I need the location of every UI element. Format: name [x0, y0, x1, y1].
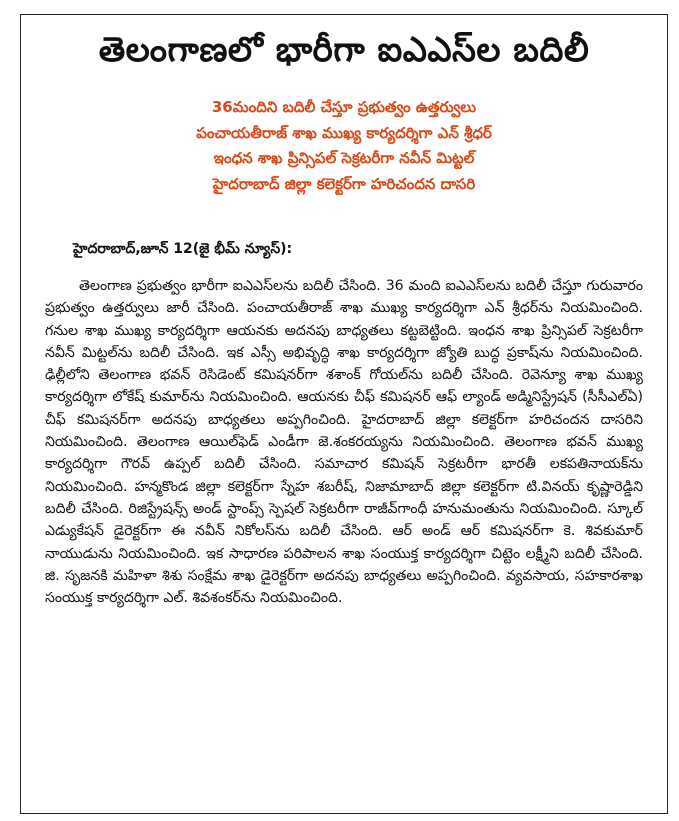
- subheadline-group: [21, 95, 667, 197]
- headline: తెలంగాణలో భారీగా ఐఎఎస్‌ల బదిలీ: [98, 30, 590, 70]
- subheadline: హైదరాబాద్ జిల్లా కలెక్టర్‌గా హరిచందన దాసరి: [212, 174, 476, 193]
- news-clipping: [20, 14, 668, 814]
- dateline: హైదరాబాద్,జూన్ 12(జై భీమ్ న్యూస్):: [73, 241, 293, 257]
- subheadline: 36మందిని బదిలీ చేస్తూ ప్రభుత్వం ఉత్తర్వులు: [211, 98, 477, 116]
- subheadline: పంచాయతీరాజ్ శాఖ ముఖ్య కార్యదర్శిగా ఎన్ శ్రీధర్: [196, 123, 492, 142]
- subheadline: ఇంధన శాఖ ప్రిన్సిపల్ సెక్రటరీగా నవీన్ మిట్టల్: [213, 149, 475, 167]
- article-body: తెలంగాణ ప్రభుత్వం భారీగా ఐఎఎస్‌లను బదిలీ చేసింది. 36 మంది ఐఎఎస్‌లను బదిలీ చేస్తూ గురువారం ప్రభుత్వం ఉత్తర్వులు జారీ చేసింది. పంచాయతీరాజ్ శాఖ ముఖ్య కార్యదర్శిగా ఎన్ శ్రీధర్‌ను నియమించింది. గనుల శాఖ ముఖ్య కార్యదర్శిగా ఆయనకు అదనపు బాధ్యతలు కట్టబెట్టింది. ఇంధన శాఖ ప్రిన్సిపల్ సెక్రటరీగా నవీన్ మిట్టల్‌ను బదిలీ చేసింది. ఇక ఎస్సీ అభివృద్ధి శాఖ కార్యదర్శిగా జ్యోతి బుద్ధ ప్రకాష్‌ను నియమించింది. ఢిల్లీలోని తెలంగాణ భవన్ రెసిడెంట్ కమిషనర్‌గా శశాంక్ గోయల్‌ను బదిలీ చేసింది. రెవెన్యూ శాఖ ముఖ్య కార్యదర్శిగా లోకేష్ కుమార్‌ను నియమించింది. ఆయనకు చీఫ్ కమిషనర్ ఆఫ్ ల్యాండ్ అడ్మినిస్ట్రేషన్ (సీసీఎల్ఏ) చీఫ్ కమిషనర్‌గా అదనపు బాధ్యతలు అప్పగించింది. హైదరాబాద్ జిల్లా కలెక్టర్‌గా హరిచందన దాసరిని నియమించింది. తెలంగాణ ఆయిల్‌ఫెడ్ ఎండీగా జె.శంకరయ్యను నియమించింది. తెలంగాణ భవన్ ముఖ్య కార్యదర్శిగా గౌరవ్ ఉప్పల్ బదిలీ చేసింది. సమాచార కమిషన్ సెక్రటరీగా భారతీ లకపతినాయక్‌ను నియమించింది. హన్మకొండ జిల్లా కలెక్టర్‌గా స్నేహ శబరీష్, నిజామాబాద్ జిల్లా కలెక్టర్‌గా టి.వినయ్ కృష్ణారెడ్డిని బదిలీ చేసింది. రిజిస్ట్రేషన్స్ అండ్ స్టాంప్స్ స్పెషల్ సెక్రటరీగా రాజీవ్‌గాంధీ హనుమంతును నియమించింది. స్కూల్ ఎడ్యుకేషన్ డైరెక్టర్‌గా ఈ నవీన్ నికోలస్‌ను బదిలీ చేసింది. ఆర్ అండ్ ఆర్ కమిషనర్‌గా కె. శివకుమార్ నాయుడును నియమించింది. ఇక సాధారణ పరిపాలన శాఖ సంయుక్త కార్యదర్శిగా చిట్టెం లక్ష్మీని బదిలీ చేసింది. జి. సృజనకి మహిళా శిశు సంక్షేమ శాఖ డైరెక్టర్‌గా అదనపు బాధ్యతలు అప్పగించింది. వ్యవసాయ, సహకారశాఖ సంయుక్త కార్యదర్శిగా ఎల్. శివశంకర్‌ను నియమించింది.: [45, 278, 643, 607]
